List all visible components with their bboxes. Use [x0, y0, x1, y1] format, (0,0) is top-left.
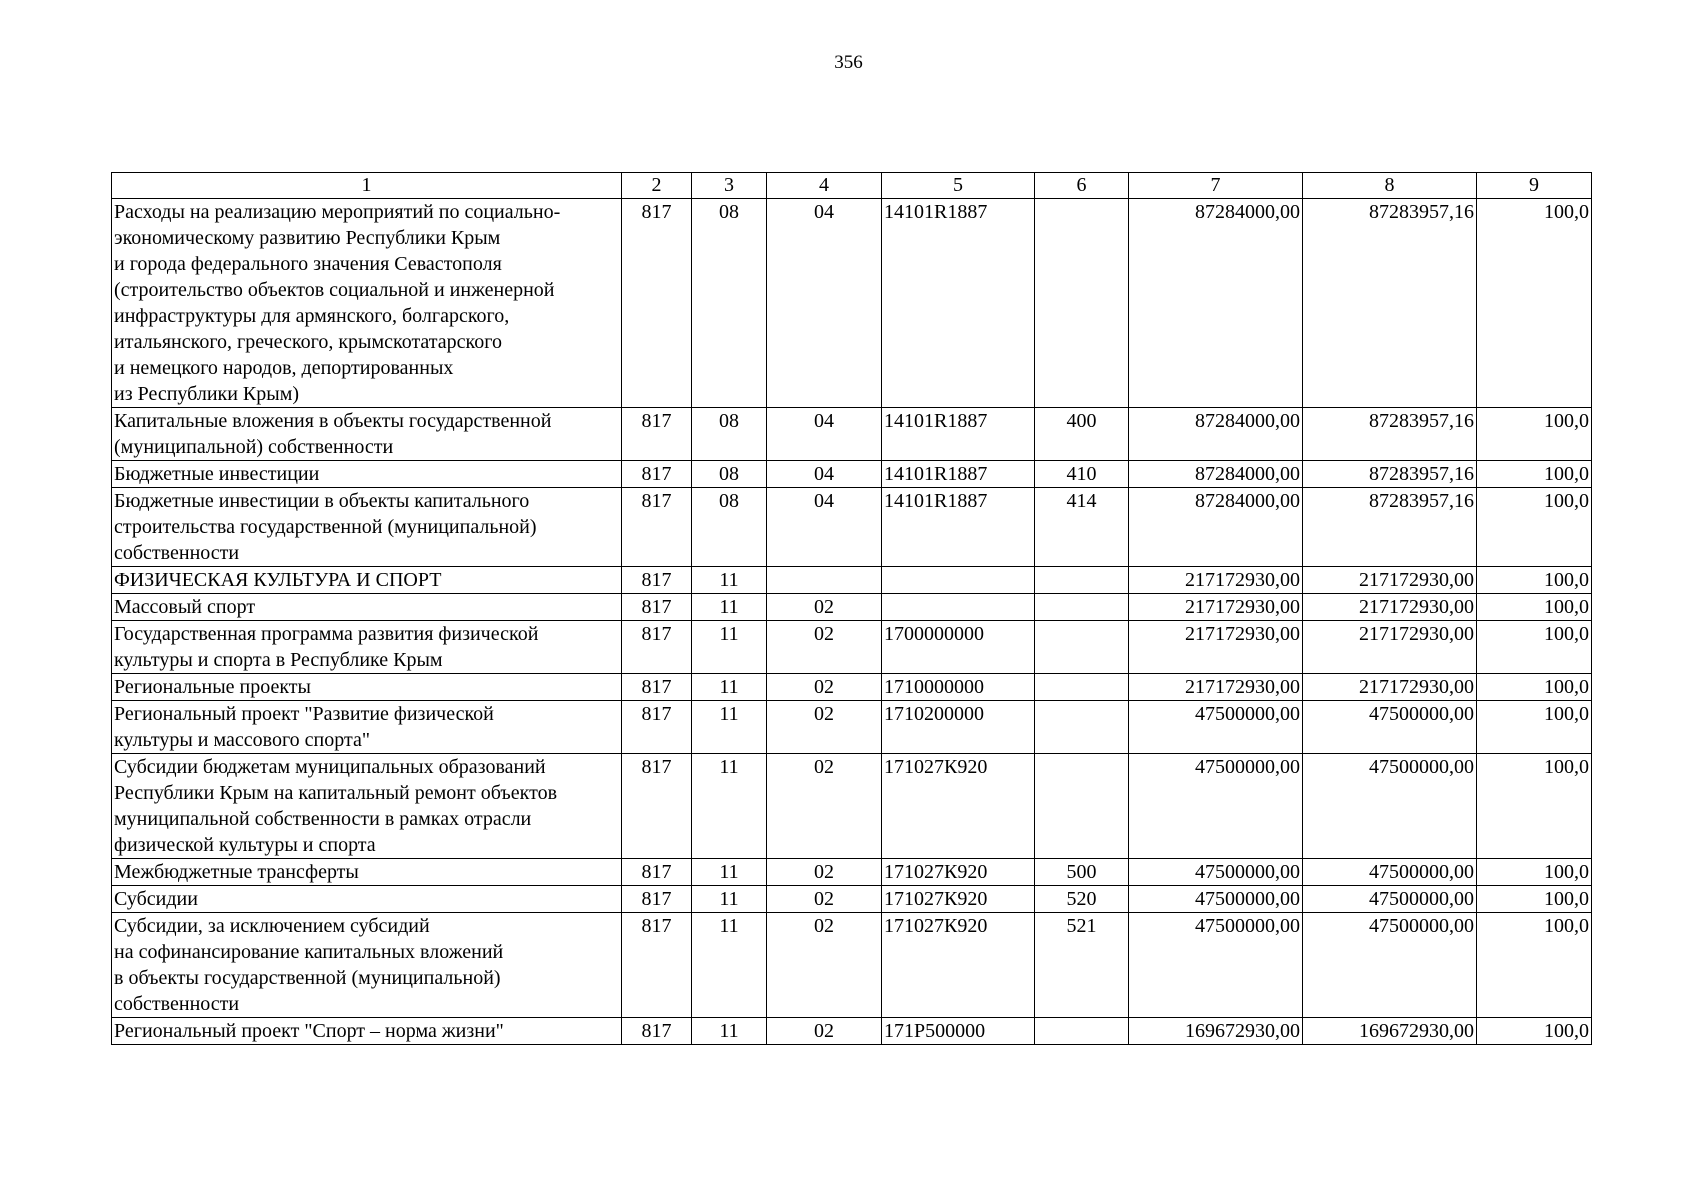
planned-amount-cell: 87284000,00	[1129, 199, 1303, 408]
expense-type-cell: 414	[1035, 488, 1129, 567]
executed-amount-cell: 217172930,00	[1303, 594, 1477, 621]
expense-type-cell	[1035, 621, 1129, 674]
ministry-code-cell: 817	[622, 461, 692, 488]
subsection-code-cell	[767, 567, 882, 594]
subsection-code-cell: 02	[767, 674, 882, 701]
expense-type-cell: 520	[1035, 886, 1129, 913]
percent-cell: 100,0	[1477, 567, 1592, 594]
expense-type-cell	[1035, 1018, 1129, 1045]
expense-name-cell: Государственная программа развития физической культуры и спорта в Республике Крым	[112, 621, 622, 674]
expense-name-cell: ФИЗИЧЕСКАЯ КУЛЬТУРА И СПОРТ	[112, 567, 622, 594]
ministry-code-cell: 817	[622, 674, 692, 701]
page-number: 356	[834, 52, 863, 73]
subsection-code-cell: 02	[767, 1018, 882, 1045]
section-code-cell: 11	[692, 754, 767, 859]
planned-amount-cell: 217172930,00	[1129, 674, 1303, 701]
section-code-cell: 08	[692, 488, 767, 567]
section-code-cell: 11	[692, 674, 767, 701]
ministry-code-cell: 817	[622, 621, 692, 674]
executed-amount-cell: 47500000,00	[1303, 754, 1477, 859]
ministry-code-cell: 817	[622, 199, 692, 408]
executed-amount-cell: 217172930,00	[1303, 621, 1477, 674]
expense-name-cell: Массовый спорт	[112, 594, 622, 621]
expense-type-cell: 410	[1035, 461, 1129, 488]
expense-name-cell: Региональный проект "Развитие физической культуры и массового спорта"	[112, 701, 622, 754]
expense-name-cell: Региональный проект "Спорт – норма жизни"	[112, 1018, 622, 1045]
table-row	[112, 859, 1592, 886]
target-article-cell: 1710000000	[882, 674, 1035, 701]
expense-type-cell	[1035, 674, 1129, 701]
percent-cell: 100,0	[1477, 488, 1592, 567]
percent-cell: 100,0	[1477, 674, 1592, 701]
header-cell-8: 8	[1303, 173, 1477, 199]
expense-type-cell	[1035, 594, 1129, 621]
section-code-cell: 11	[692, 913, 767, 1018]
section-code-cell: 11	[692, 886, 767, 913]
subsection-code-cell: 04	[767, 408, 882, 461]
subsection-code-cell: 04	[767, 461, 882, 488]
table-row	[112, 913, 1592, 1018]
ministry-code-cell: 817	[622, 594, 692, 621]
subsection-code-cell: 02	[767, 754, 882, 859]
target-article-cell	[882, 594, 1035, 621]
section-code-cell: 08	[692, 199, 767, 408]
percent-cell: 100,0	[1477, 754, 1592, 859]
table-row	[112, 674, 1592, 701]
table-row	[112, 701, 1592, 754]
executed-amount-cell: 87283957,16	[1303, 488, 1477, 567]
target-article-cell: 14101R1887	[882, 461, 1035, 488]
ministry-code-cell: 817	[622, 567, 692, 594]
target-article-cell: 171027К920	[882, 859, 1035, 886]
percent-cell: 100,0	[1477, 461, 1592, 488]
executed-amount-cell: 217172930,00	[1303, 674, 1477, 701]
executed-amount-cell: 47500000,00	[1303, 886, 1477, 913]
header-row	[112, 173, 1592, 199]
percent-cell: 100,0	[1477, 1018, 1592, 1045]
table-body	[112, 199, 1592, 1045]
planned-amount-cell: 217172930,00	[1129, 594, 1303, 621]
executed-amount-cell: 87283957,16	[1303, 199, 1477, 408]
executed-amount-cell: 87283957,16	[1303, 461, 1477, 488]
executed-amount-cell: 47500000,00	[1303, 913, 1477, 1018]
subsection-code-cell: 04	[767, 199, 882, 408]
target-article-cell: 171P500000	[882, 1018, 1035, 1045]
target-article-cell: 1710200000	[882, 701, 1035, 754]
planned-amount-cell: 169672930,00	[1129, 1018, 1303, 1045]
ministry-code-cell: 817	[622, 913, 692, 1018]
header-cell-5: 5	[882, 173, 1035, 199]
planned-amount-cell: 47500000,00	[1129, 701, 1303, 754]
executed-amount-cell: 217172930,00	[1303, 567, 1477, 594]
expense-name-cell: Субсидии	[112, 886, 622, 913]
subsection-code-cell: 02	[767, 859, 882, 886]
header-cell-2: 2	[622, 173, 692, 199]
percent-cell: 100,0	[1477, 621, 1592, 674]
header-cell-6: 6	[1035, 173, 1129, 199]
target-article-cell: 171027К920	[882, 886, 1035, 913]
section-code-cell: 11	[692, 859, 767, 886]
subsection-code-cell: 02	[767, 913, 882, 1018]
section-code-cell: 11	[692, 621, 767, 674]
target-article-cell: 171027К920	[882, 913, 1035, 1018]
ministry-code-cell: 817	[622, 408, 692, 461]
table-row	[112, 594, 1592, 621]
expense-name-cell: Капитальные вложения в объекты государственной (муниципальной) собственности	[112, 408, 622, 461]
expense-name-cell: Субсидии бюджетам муниципальных образований Республики Крым на капитальный ремонт объектов муниципальной собственности в рамках отрасли физической культуры и спорта	[112, 754, 622, 859]
executed-amount-cell: 47500000,00	[1303, 701, 1477, 754]
subsection-code-cell: 02	[767, 701, 882, 754]
expense-type-cell	[1035, 754, 1129, 859]
section-code-cell: 08	[692, 408, 767, 461]
target-article-cell: 171027К920	[882, 754, 1035, 859]
table-row	[112, 199, 1592, 408]
header-cell-4: 4	[767, 173, 882, 199]
section-code-cell: 11	[692, 594, 767, 621]
header-cell-1: 1	[112, 173, 622, 199]
target-article-cell: 14101R1887	[882, 488, 1035, 567]
percent-cell: 100,0	[1477, 701, 1592, 754]
expense-name-cell: Региональные проекты	[112, 674, 622, 701]
executed-amount-cell: 169672930,00	[1303, 1018, 1477, 1045]
subsection-code-cell: 02	[767, 621, 882, 674]
target-article-cell: 14101R1887	[882, 199, 1035, 408]
expense-name-cell: Бюджетные инвестиции	[112, 461, 622, 488]
ministry-code-cell: 817	[622, 754, 692, 859]
expense-name-cell: Бюджетные инвестиции в объекты капитального строительства государственной (муниципальной) собственности	[112, 488, 622, 567]
table-row	[112, 488, 1592, 567]
section-code-cell: 11	[692, 701, 767, 754]
planned-amount-cell: 47500000,00	[1129, 754, 1303, 859]
expense-type-cell: 400	[1035, 408, 1129, 461]
table-row	[112, 567, 1592, 594]
table-row	[112, 754, 1592, 859]
expense-type-cell: 521	[1035, 913, 1129, 1018]
target-article-cell: 14101R1887	[882, 408, 1035, 461]
expense-type-cell	[1035, 701, 1129, 754]
executed-amount-cell: 47500000,00	[1303, 859, 1477, 886]
expense-type-cell	[1035, 567, 1129, 594]
ministry-code-cell: 817	[622, 1018, 692, 1045]
ministry-code-cell: 817	[622, 701, 692, 754]
planned-amount-cell: 47500000,00	[1129, 886, 1303, 913]
subsection-code-cell: 04	[767, 488, 882, 567]
expense-name-cell: Межбюджетные трансферты	[112, 859, 622, 886]
planned-amount-cell: 47500000,00	[1129, 859, 1303, 886]
target-article-cell: 1700000000	[882, 621, 1035, 674]
expense-name-cell: Расходы на реализацию мероприятий по социально- экономическому развитию Республики Крым и города федерального значения Севастополя (строительство объектов социальной и инженерной инфраструктуры для армянского, болгарского, итальянского, греческого, крымскотатарского и немецкого народов, депортированных из Республики Крым)	[112, 199, 622, 408]
table-row	[112, 461, 1592, 488]
percent-cell: 100,0	[1477, 886, 1592, 913]
ministry-code-cell: 817	[622, 859, 692, 886]
planned-amount-cell: 217172930,00	[1129, 567, 1303, 594]
section-code-cell: 08	[692, 461, 767, 488]
planned-amount-cell: 217172930,00	[1129, 621, 1303, 674]
subsection-code-cell: 02	[767, 886, 882, 913]
expense-type-cell	[1035, 199, 1129, 408]
target-article-cell	[882, 567, 1035, 594]
planned-amount-cell: 47500000,00	[1129, 913, 1303, 1018]
table-row	[112, 886, 1592, 913]
header-cell-7: 7	[1129, 173, 1303, 199]
table-row	[112, 1018, 1592, 1045]
subsection-code-cell: 02	[767, 594, 882, 621]
percent-cell: 100,0	[1477, 913, 1592, 1018]
table-row	[112, 408, 1592, 461]
percent-cell: 100,0	[1477, 199, 1592, 408]
header-cell-9: 9	[1477, 173, 1592, 199]
ministry-code-cell: 817	[622, 488, 692, 567]
percent-cell: 100,0	[1477, 859, 1592, 886]
section-code-cell: 11	[692, 567, 767, 594]
expense-type-cell: 500	[1035, 859, 1129, 886]
expense-name-cell: Субсидии, за исключением субсидий на софинансирование капитальных вложений в объекты государственной (муниципальной) собственности	[112, 913, 622, 1018]
section-code-cell: 11	[692, 1018, 767, 1045]
planned-amount-cell: 87284000,00	[1129, 461, 1303, 488]
header-cell-3: 3	[692, 173, 767, 199]
executed-amount-cell: 87283957,16	[1303, 408, 1477, 461]
budget-table	[111, 172, 1592, 1045]
planned-amount-cell: 87284000,00	[1129, 408, 1303, 461]
ministry-code-cell: 817	[622, 886, 692, 913]
planned-amount-cell: 87284000,00	[1129, 488, 1303, 567]
percent-cell: 100,0	[1477, 408, 1592, 461]
percent-cell: 100,0	[1477, 594, 1592, 621]
table-row	[112, 621, 1592, 674]
